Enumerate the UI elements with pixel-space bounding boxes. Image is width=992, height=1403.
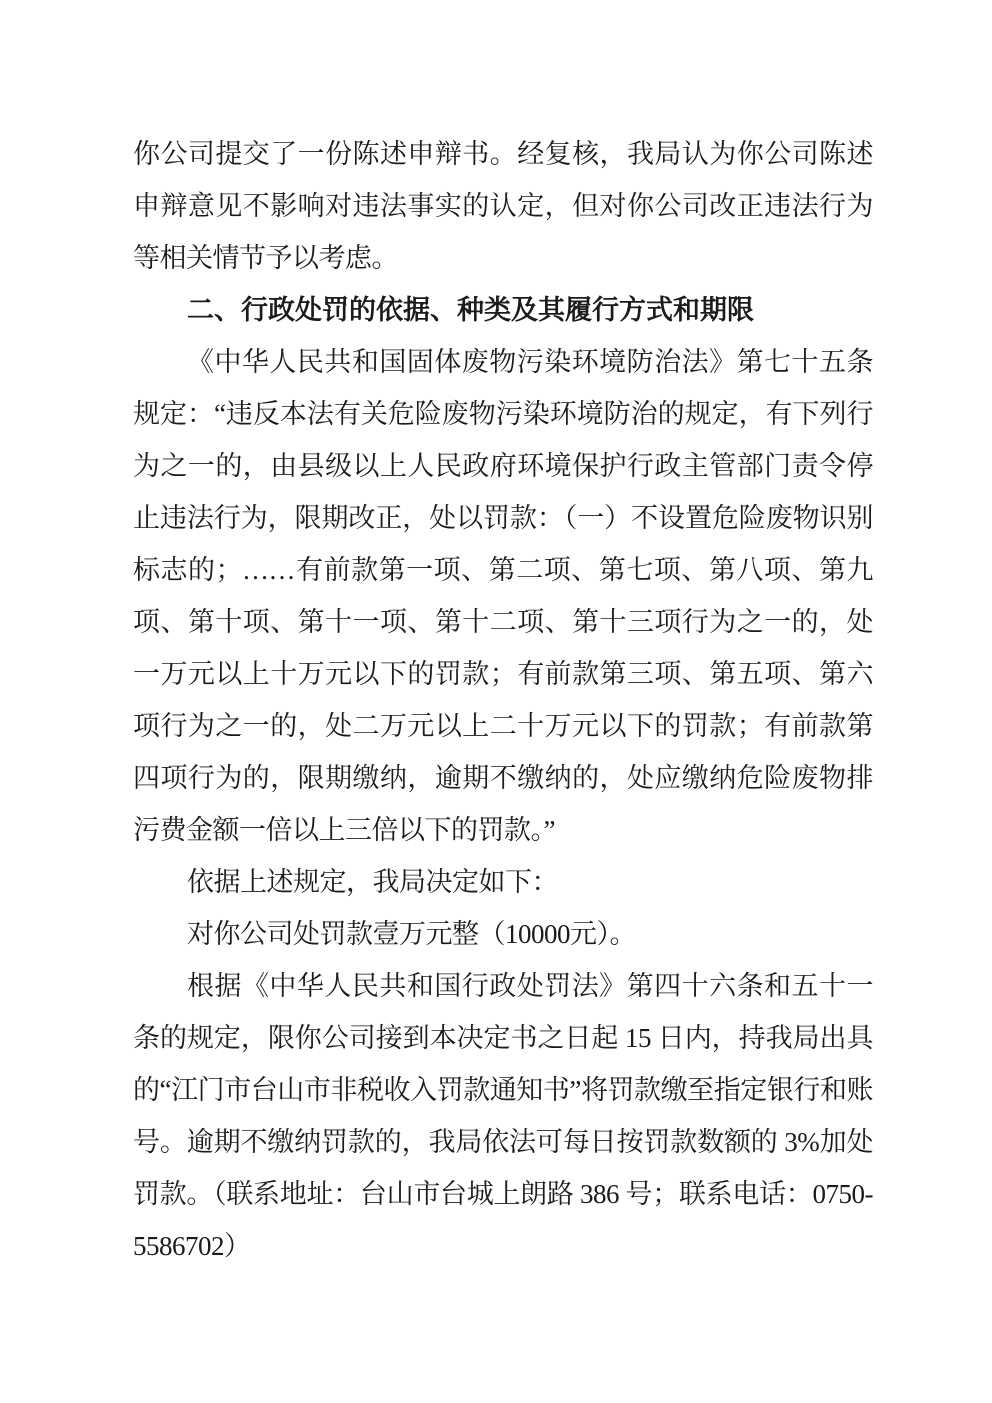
paragraph-law-citation: 《中华人民共和国固体废物污染环境防治法》第七十五条规定：“违反本法有关危险废物污染环境防治的规定，有下列行为之一的，由县级以上人民政府环境保护行政主管部门责令停止违法行为，限期改正，处以罚款：（一）不设置危险废物识别标志的；……有前款第一项、第二项、第七项、第八项、第九项、第十项、第十一项、第十二项、第十三项行为之一的，处一万元以上十万元以下的罚款；有前款第三项、第五项、第六项行为之一的，处二万元以上二十万元以下的罚款；有前款第四项行为的，限期缴纳，逾期不缴纳的，处应缴纳危险废物排污费金额一倍以上三倍以下的罚款。” (133, 347, 873, 845)
paragraph-statement-review: 你公司提交了一份陈述申辩书。经复核，我局认为你公司陈述申辩意见不影响对违法事实的认定，但对你公司改正违法行为等相关情节予以考虑。 (133, 139, 873, 273)
section-heading-penalty-basis: 二、行政处罚的依据、种类及其履行方式和期限 (187, 295, 754, 325)
paragraph-decision-intro: 依据上述规定，我局决定如下： (187, 867, 558, 897)
paragraph-payment-instructions: 根据《中华人民共和国行政处罚法》第四十六条和五十一条的规定，限你公司接到本决定书之日起 15 日内，持我局出具的“江门市台山市非税收入罚款通知书”将罚款缴至指定银行和账号。逾期不缴纳罚款的，我局依法可每日按罚款数额的 3%加处罚款。（联系地址：台山市台城上朗路 386 号；联系电话：0750-5586702） (133, 971, 873, 1261)
paragraph-penalty-amount: 对你公司处罚款壹万元整（10000元）。 (187, 919, 636, 949)
document-body (133, 128, 873, 1272)
